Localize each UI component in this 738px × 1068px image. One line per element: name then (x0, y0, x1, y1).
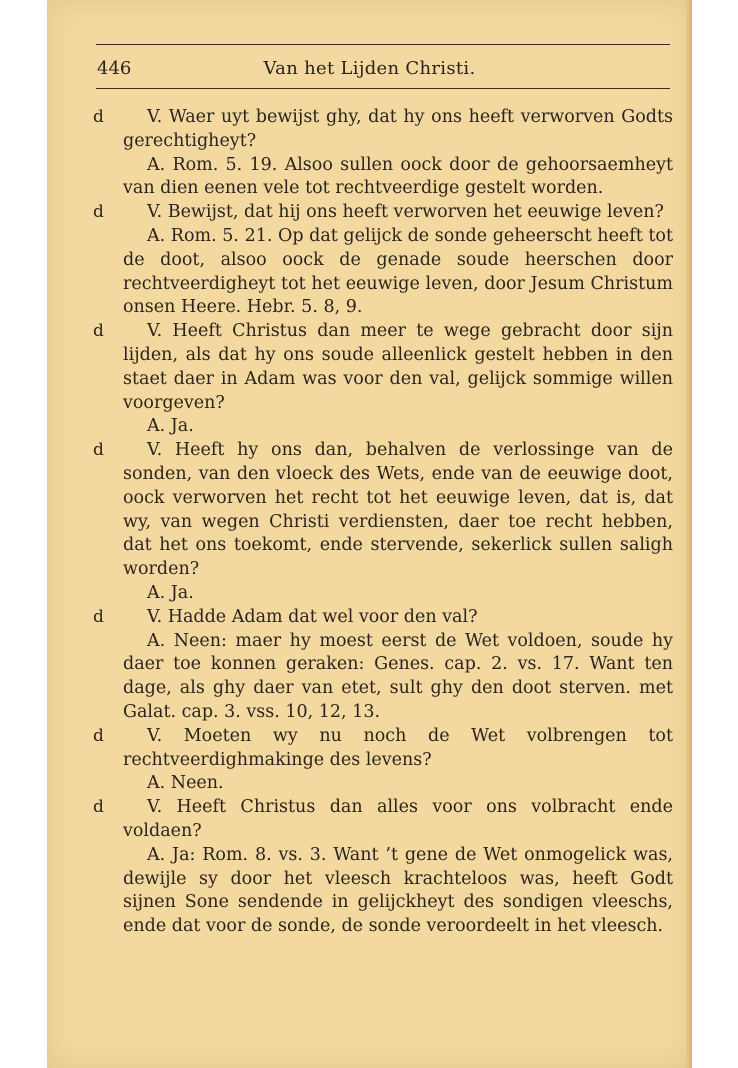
margin-marker: d (93, 107, 104, 127)
answer: A. Ja. (147, 582, 194, 603)
answer: A. Ja: Rom. 8. vs. 3. Want ’t gene de Wet onmogelick was, dewijle sy door het vleesch krachteloos was, heeft Godt sijnen Sone sendende in gelijckheyt des sondigen vleeschs, ende dat voor de sonde, de sonde veroordeelt in het vleesch. (123, 844, 673, 937)
question (93, 725, 673, 773)
answer: A. Neen: maer hy moest eerst de Wet voldoen, soude hy daer toe konnen geraken: Genes. cap. 2. vs. 17. Want ten dage, als ghy daer van etet, sult ghy den doot sterven. met Galat. cap. 3. vss. 10, 12, 13. (123, 630, 673, 722)
margin-marker: d (93, 321, 104, 342)
answer: A. Rom. 5. 21. Op dat gelijck de sonde geheerscht heeft tot de doot, alsoo oock de genade soude heerschen door rechtveerdigheyt tot het eeuwige leven, door Jesum Christum onsen Heere. Hebr. 5. 8, 9. (123, 225, 673, 318)
question-text: V. Bewijst, dat hij ons heeft verworven het eeuwige leven? (147, 202, 664, 223)
question-text: V. Heeft Christus dan alles voor ons volbracht ende voldaen? (123, 797, 673, 841)
page-edge (686, 0, 692, 1068)
answer: A. Neen. (147, 773, 224, 794)
margin-marker: d (93, 440, 104, 461)
answer: A. Ja. (147, 416, 194, 437)
header-rule-top (96, 44, 670, 45)
question (93, 796, 673, 844)
page-number: 446 (97, 58, 132, 79)
question-text: V. Waer uyt bewijst ghy, dat hy ons heeft verworven Godts gerechtigheyt? (123, 107, 673, 151)
question (93, 320, 673, 415)
question-text: V. Moeten wy nu noch de Wet volbrengen tot rechtveerdighmakinge des levens? (123, 725, 673, 770)
header-rule-bottom (96, 88, 670, 89)
margin-marker: d (93, 202, 104, 223)
book-page (47, 0, 692, 1068)
margin-marker: d (93, 797, 104, 818)
answer: A. Rom. 5. 19. Alsoo sullen oock door de gehoorsaemheyt van dien eenen vele tot rechtveerdige gestelt worden. (123, 154, 673, 199)
question (93, 439, 673, 582)
margin-marker: d (93, 725, 104, 746)
question (93, 201, 673, 225)
question (93, 606, 673, 630)
question-text: V. Hadde Adam dat wel voor den val? (147, 606, 478, 627)
question-text: V. Heeft hy ons dan, behalven de verlossinge van de sonden, van den vloeck des Wets, ende van de eeuwige doot, oock verworven het recht tot het eeuwige leven, dat is, dat wy, van wegen Christi verdiensten, daer toe recht hebben, dat het ons toekomt, ende stervende, sekerlick sullen saligh worden? (123, 440, 673, 580)
margin-marker: d (93, 606, 104, 627)
running-title: Van het Lijden Christi. (263, 58, 476, 79)
question-text: V. Heeft Christus dan meer te wege gebracht door sijn lijden, als dat hy ons soude alleenlick gestelt hebben in den staet daer in Adam was voor den val, gelijck sommige willen voorgeven? (123, 321, 673, 413)
qa-block (93, 106, 673, 939)
question (93, 106, 673, 154)
